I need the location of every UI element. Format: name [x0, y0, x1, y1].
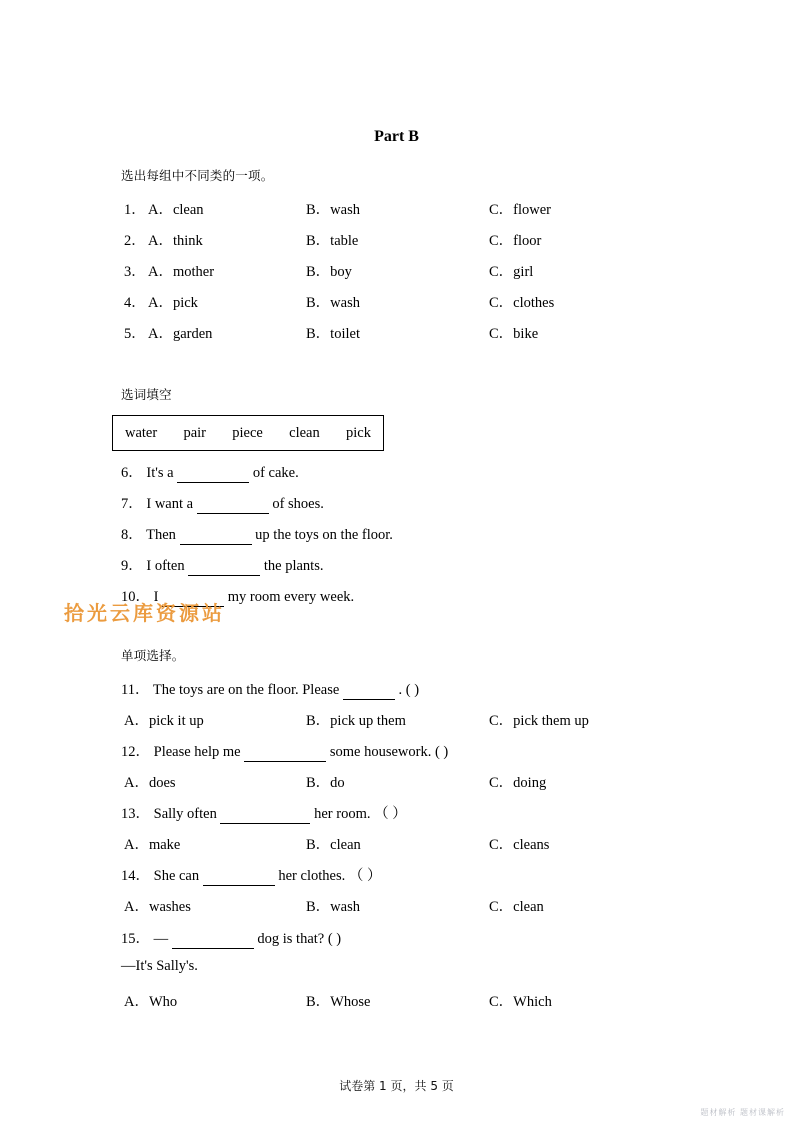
question-number: 9．	[121, 558, 143, 574]
word-bank-item[interactable]: pair	[183, 424, 207, 441]
option-c[interactable]: C．cleans	[489, 837, 550, 853]
stem-after: up the toys on the floor.	[255, 527, 393, 543]
option-a[interactable]: A．mother	[148, 264, 215, 280]
stem-after: the plants.	[263, 558, 324, 574]
question-number: 13．	[121, 806, 150, 822]
question-number: 7．	[121, 496, 143, 512]
word-bank-item[interactable]: piece	[232, 424, 263, 441]
question-number: 5．	[124, 326, 146, 342]
option-b[interactable]: B．Whose	[306, 994, 371, 1010]
option-b[interactable]: B．table	[306, 233, 359, 249]
option-a[interactable]: A．clean	[148, 202, 204, 218]
answer-blank[interactable]	[180, 527, 252, 545]
answer-blank[interactable]	[220, 806, 310, 824]
stem-before: Then	[146, 527, 176, 543]
fill-question	[121, 461, 299, 483]
question-number: 10．	[121, 589, 150, 605]
option-c[interactable]: C．girl	[489, 264, 534, 280]
option-a[interactable]: A．pick it up	[124, 713, 204, 729]
answer-blank[interactable]	[188, 558, 260, 576]
page-footer: 试卷第 1 页，共 5 页	[339, 1079, 454, 1093]
fill-question	[121, 492, 324, 514]
fill-question	[121, 554, 323, 576]
option-c[interactable]: C．clean	[489, 899, 544, 915]
question-number: 11．	[121, 682, 150, 698]
option-c[interactable]: C．bike	[489, 326, 539, 342]
option-c[interactable]: C．floor	[489, 233, 542, 249]
question-number: 15．	[121, 931, 150, 947]
option-c[interactable]: C．doing	[489, 775, 547, 791]
answer-blank[interactable]	[177, 465, 249, 483]
answer-line: —It's Sally's.	[121, 958, 198, 974]
option-b[interactable]: B．boy	[306, 264, 352, 280]
section-heading-classify: 选出每组中不同类的一项。	[121, 168, 274, 183]
stem-before: I want a	[146, 496, 194, 512]
option-a[interactable]: A．does	[124, 775, 176, 791]
word-bank-item[interactable]: pick	[346, 424, 371, 441]
word-bank-box	[112, 415, 384, 451]
stem-after: my room every week.	[227, 589, 355, 605]
stem-after: of shoes.	[272, 496, 324, 512]
option-a[interactable]: A．pick	[148, 295, 198, 311]
option-b[interactable]: B．toilet	[306, 326, 360, 342]
question-number: 8．	[121, 527, 143, 543]
option-c[interactable]: C．flower	[489, 202, 552, 218]
option-b[interactable]: B．clean	[306, 837, 361, 853]
answer-blank[interactable]	[197, 496, 269, 514]
stem-after: her room. （ ）	[314, 806, 407, 822]
fill-question	[121, 523, 393, 545]
stem-before: I	[153, 589, 159, 605]
page-title: Part B	[374, 128, 419, 145]
question-number: 1．	[124, 202, 146, 218]
option-c[interactable]: C．clothes	[489, 295, 555, 311]
stem-after: dog is that? ( )	[257, 931, 342, 947]
stem-before: Sally often	[153, 806, 217, 822]
option-a[interactable]: A．make	[124, 837, 181, 853]
option-b[interactable]: B．wash	[306, 202, 360, 218]
question-number: 14．	[121, 868, 150, 884]
stem-before: The toys are on the floor. Please	[152, 682, 340, 698]
question-number: 6．	[121, 465, 143, 481]
stem-after: some housework. ( )	[329, 744, 449, 760]
choice-question-stem	[121, 864, 381, 886]
section-heading-wordbank: 选词填空	[121, 387, 172, 402]
answer-blank[interactable]	[172, 931, 254, 949]
option-a[interactable]: A．garden	[148, 326, 213, 342]
option-a[interactable]: A．think	[148, 233, 203, 249]
option-b[interactable]: B．pick up them	[306, 713, 406, 729]
choice-question-stem	[121, 740, 448, 762]
question-number: 3．	[124, 264, 146, 280]
word-bank-item[interactable]: clean	[289, 424, 320, 441]
option-c[interactable]: C．pick them up	[489, 713, 589, 729]
question-number: 2．	[124, 233, 146, 249]
answer-blank[interactable]	[203, 868, 275, 886]
stem-after: . ( )	[398, 682, 420, 698]
option-b[interactable]: B．wash	[306, 899, 360, 915]
stem-before: Please help me	[153, 744, 241, 760]
corner-watermark: 题材解析 题材课解析	[700, 1108, 785, 1117]
question-number: 12．	[121, 744, 150, 760]
option-a[interactable]: A．Who	[124, 994, 178, 1010]
option-b[interactable]: B．do	[306, 775, 345, 791]
question-number: 4．	[124, 295, 146, 311]
option-c[interactable]: C．Which	[489, 994, 552, 1010]
answer-blank[interactable]	[343, 682, 395, 700]
watermark-logo: 拾光云库资源站	[64, 601, 225, 625]
section-heading-multiple-choice: 单项选择。	[121, 648, 185, 663]
stem-after: her clothes. （ ）	[278, 868, 382, 884]
stem-before: She can	[153, 868, 200, 884]
option-a[interactable]: A．washes	[124, 899, 191, 915]
choice-question-stem	[121, 802, 407, 824]
stem-before: I often	[146, 558, 185, 574]
option-b[interactable]: B．wash	[306, 295, 360, 311]
stem-before: It's a	[146, 465, 174, 481]
stem-before: —	[153, 931, 169, 947]
answer-blank[interactable]	[244, 744, 326, 762]
stem-after: of cake.	[252, 465, 299, 481]
choice-question-stem	[121, 927, 341, 949]
choice-question-stem	[121, 678, 419, 700]
word-bank-item[interactable]: water	[125, 424, 158, 441]
